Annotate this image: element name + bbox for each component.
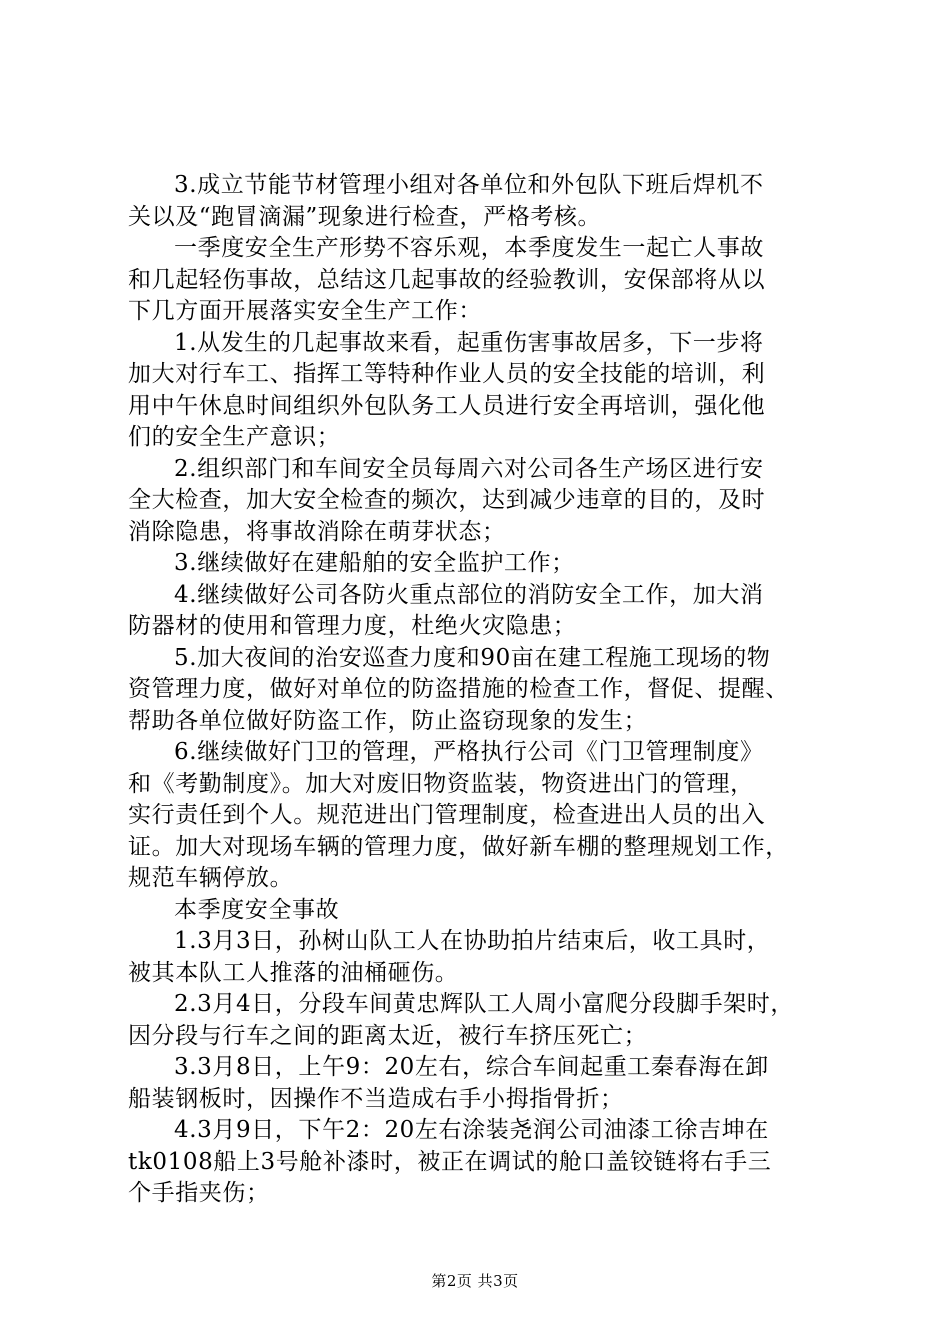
text-line: 3.继续做好在建船舶的安全监护工作； <box>174 550 575 576</box>
text-line: 消除隐患，将事故消除在萌芽状态； <box>128 518 506 545</box>
text-line: 6.继续做好门卫的管理，严格执行公司《门卫管理制度》 <box>174 739 764 765</box>
paragraph <box>128 328 828 454</box>
text-line: 3.成立节能节材管理小组对各单位和外包队下班后焊机不 <box>174 172 764 198</box>
paragraph <box>128 580 828 643</box>
text-line: 1.3月3日，孙树山队工人在协助拍片结束后，收工具时， <box>174 928 771 954</box>
paragraph <box>128 1052 828 1115</box>
paragraph <box>128 454 828 549</box>
text-line: 3.3月8日，上午9：20左右，综合车间起重工秦春海在卸 <box>174 1054 769 1080</box>
text-line: 船装钢板时，因操作不当造成右手小拇指骨折； <box>128 1085 624 1112</box>
paragraph <box>128 548 828 580</box>
text-line: 和《考勤制度》。加大对废旧物资监装，物资进出门的管理， <box>128 770 754 797</box>
text-line: 规范车辆停放。 <box>128 865 294 891</box>
text-line: 本季度安全事故 <box>174 896 340 923</box>
text-line: tk0108船上3号舱补漆时，被正在调试的舱口盖铰链将右手三 <box>128 1148 772 1175</box>
paragraph <box>128 895 828 927</box>
paragraph <box>128 643 828 738</box>
text-line: 2.3月4日，分段车间黄忠辉队工人周小富爬分段脚手架时， <box>174 991 795 1017</box>
text-line: 被其本队工人推落的油桶砸伤。 <box>128 959 459 986</box>
paragraph <box>128 170 828 233</box>
text-line: 2.组织部门和车间安全员每周六对公司各生产场区进行安 <box>174 455 764 482</box>
text-line: 实行责任到个人。规范进出门管理制度，检查进出人员的出入 <box>128 802 766 828</box>
text-line: 们的安全生产意识； <box>128 424 341 450</box>
text-line: 用中午休息时间组织外包队务工人员进行安全再培训，强化他 <box>128 392 766 419</box>
text-line: 4.3月9日，下午2：20左右涂装尧润公司油漆工徐吉坤在 <box>174 1117 769 1143</box>
text-line: 5.加大夜间的治安巡查力度和90亩在建工程施工现场的物 <box>174 644 771 671</box>
text-line: 1.从发生的几起事故来看，起重伤害事故居多，下一步将 <box>174 329 764 356</box>
paragraph <box>128 233 828 328</box>
text-line: 全大检查，加大安全检查的频次，达到减少违章的目的，及时 <box>128 487 766 513</box>
text-line: 个手指夹伤； <box>128 1180 270 1206</box>
text-line: 证。加大对现场车辆的管理力度，做好新车棚的整理规划工作， <box>128 833 789 860</box>
text-line: 和几起轻伤事故，总结这几起事故的经验教训，安保部将从以 <box>128 266 766 293</box>
text-line: 因分段与行车之间的距离太近，被行车挤压死亡； <box>128 1022 648 1049</box>
text-line: 帮助各单位做好防盗工作，防止盗窃现象的发生； <box>128 707 648 734</box>
text-line: 加大对行车工、指挥工等特种作业人员的安全技能的培训，利 <box>128 361 766 387</box>
page-footer: 第2页 共3页 <box>431 1272 519 1290</box>
text-line: 防器材的使用和管理力度，杜绝火灾隐患； <box>128 613 577 639</box>
text-line: 下几方面开展落实安全生产工作： <box>128 298 482 324</box>
text-line: 关以及“跑冒滴漏”现象进行检查，严格考核。 <box>128 203 602 230</box>
paragraph <box>128 1115 828 1210</box>
paragraph <box>128 737 828 895</box>
document-body <box>128 170 828 1210</box>
text-line: 资管理力度，做好对单位的防盗措施的检查工作，督促、提醒、 <box>128 676 789 702</box>
text-line: 4.继续做好公司各防火重点部位的消防安全工作，加大消 <box>174 581 764 608</box>
paragraph <box>128 989 828 1052</box>
text-line: 一季度安全生产形势不容乐观，本季度发生一起亡人事故 <box>174 235 764 261</box>
paragraph <box>128 926 828 989</box>
